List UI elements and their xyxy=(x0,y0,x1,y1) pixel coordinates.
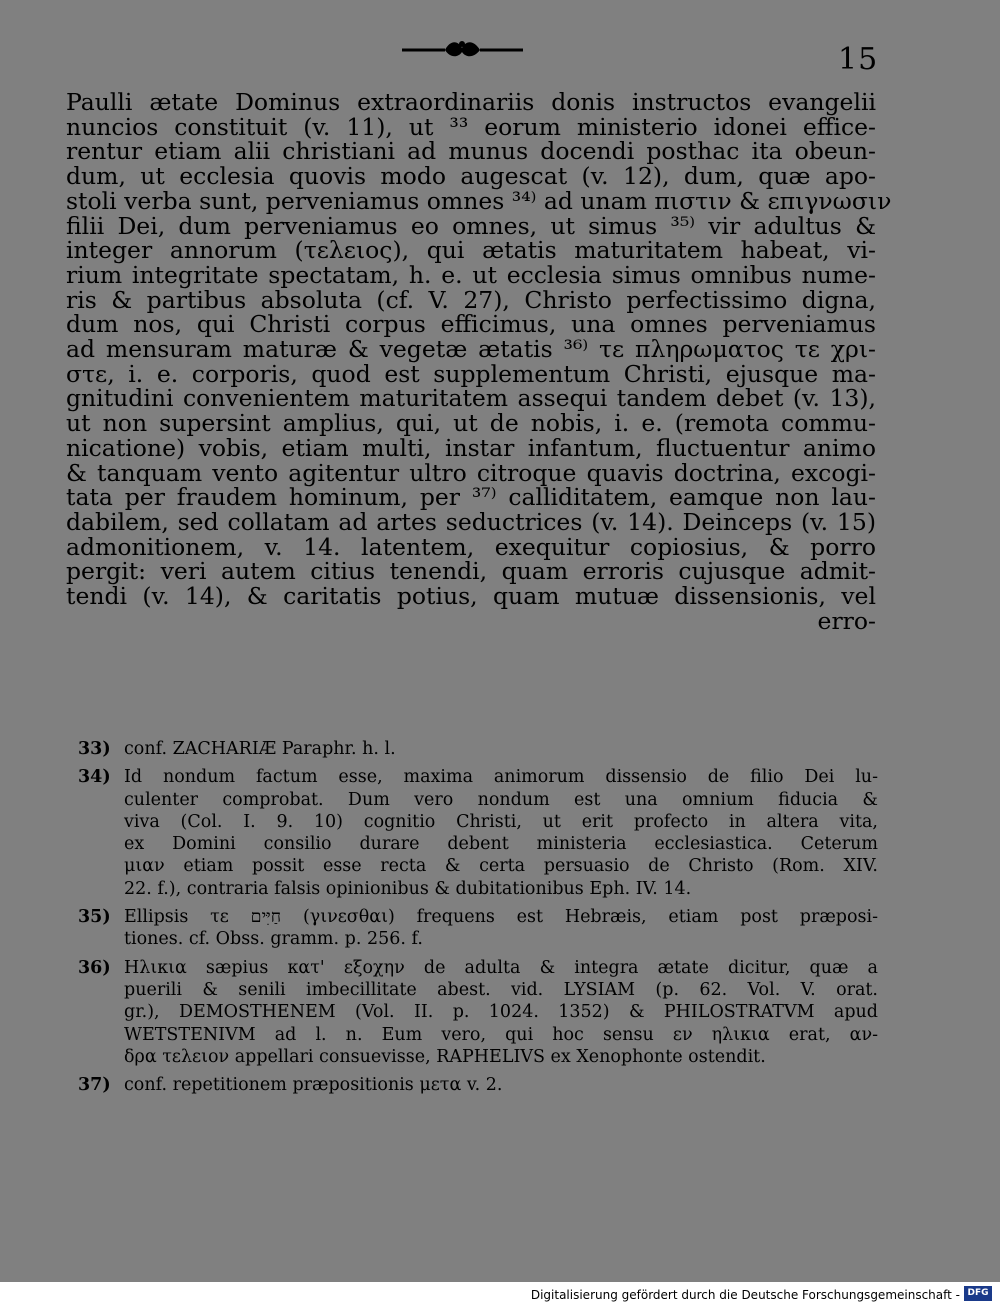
main-text xyxy=(66,88,892,635)
footnote-line: Ηλικια sæpius κατ' εξοχην de adulta & integra ætate dicitur, quæ a xyxy=(124,957,878,978)
footnote-number: 33) xyxy=(78,739,111,759)
text-line: Paulli ætate Dominus extraordinariis donis instructos evangelii xyxy=(66,88,876,116)
digitization-footer xyxy=(0,1282,1000,1306)
footnote xyxy=(78,957,878,1068)
text-line: gnitudini convenientem maturitatem assequi tandem debet (v. 13), xyxy=(66,384,876,413)
footer-credit-text: Digitalisierung gefördert durch die Deutsche Forschungsgemeinschaft - xyxy=(530,1288,960,1302)
footnote-line: δρα τελειον appellari consuevisse, RAPHELIVS ex Xenophonte ostendit. xyxy=(124,1046,766,1067)
printer-ornament-icon xyxy=(400,38,525,60)
footnote-line: conf. repetitionem præpositionis μετα v. 2. xyxy=(124,1075,503,1096)
text-line: tendi (v. 14), & caritatis potius, quam mutuæ dissensionis, vel xyxy=(66,582,876,611)
text-line: nicatione) vobis, etiam multi, instar infantum, fluctuentur animo xyxy=(66,433,876,462)
text-line: dabilem, sed collatam ad artes seductrices (v. 14). Deinceps (v. 15) xyxy=(66,507,876,536)
text-line: filii Dei, dum perveniamus eo omnes, ut simus ³⁵⁾ vir adultus & xyxy=(66,211,876,240)
footnote xyxy=(78,1074,878,1096)
footnote-text xyxy=(124,1074,878,1096)
footnotes xyxy=(78,738,878,1096)
text-line: rium integritate spectatam, h. e. ut ecclesia simus omnibus nume- xyxy=(66,260,876,289)
footnote-line: gr.), DEMOSTHENEM (Vol. II. p. 1024. 1352) & PHILOSTRATVM apud xyxy=(124,1002,878,1023)
dfg-logo: DFG xyxy=(964,1286,992,1301)
footnote-line: ex Domini consilio durare debent ministeria ecclesiastica. Ceterum xyxy=(124,834,878,855)
footnote-line: viva (Col. I. 9. 10) cognitio Christi, ut erit profecto in altera vita, xyxy=(124,811,878,832)
footnote-text xyxy=(124,766,878,900)
text-line: ris & partibus absoluta (cf. V. 27), Christo perfectissimo digna, xyxy=(66,285,876,314)
text-line: nuncios constituit (v. 11), ut ³³ eorum ministerio idonei effice- xyxy=(66,112,876,141)
footnote-text xyxy=(124,957,878,1068)
footnote-line: WETSTENIVM ad l. n. Eum vero, qui hoc sensu εν ηλικια erat, αν- xyxy=(124,1024,878,1045)
footnote-text xyxy=(124,906,878,951)
text-line: tata per fraudem hominum, per ³⁷⁾ calliditatem, eamque non lau- xyxy=(66,483,876,512)
text-line: rentur etiam alii christiani ad munus docendi posthac ita obeun- xyxy=(66,137,876,166)
text-line: & tanquam vento agitentur ultro citroque quavis doctrina, excogi- xyxy=(66,458,876,487)
text-line: pergit: veri autem citius tenendi, quam erroris cujusque admit- xyxy=(66,557,876,586)
footnote-number: 36) xyxy=(78,957,111,978)
text-line: ad mensuram maturæ & vegetæ ætatis ³⁶⁾ τε πληρωματος τε χρι- xyxy=(66,335,876,364)
text-line: dum nos, qui Christi corpus efficimus, una omnes perveniamus xyxy=(66,310,876,339)
page-number: 15 xyxy=(838,42,879,77)
footnote xyxy=(78,766,878,900)
footnote xyxy=(78,906,878,951)
text-line: integer annorum (τελειος), qui ætatis maturitatem habeat, vi- xyxy=(66,236,876,265)
footnote-line: Ellipsis τε חַיִּים (γινεσθαι) frequens est Hebræis, etiam post præposi- xyxy=(124,907,878,928)
footnote-line: μιαν etiam possit esse recta & certa persuasio de Christo (Rom. XIV. xyxy=(124,856,878,877)
footnote-line: 22. f.), contraria falsis opinionibus & dubitationibus Eph. IV. 14. xyxy=(124,878,692,899)
footnote-line: tiones. cf. Obss. gramm. p. 256. f. xyxy=(124,929,423,950)
text-line: erro- xyxy=(817,606,876,635)
footnote-text xyxy=(124,738,878,760)
text-line: stoli verba sunt, perveniamus omnes ³⁴⁾ ad unam πιστιν & επιγνωσιν xyxy=(66,186,892,215)
footnote-number: 34) xyxy=(78,767,111,788)
text-line: στε, i. e. corporis, quod est supplementum Christi, ejusque ma- xyxy=(66,359,876,388)
text-line: admonitionem, v. 14. latentem, exequitur copiosius, & porro xyxy=(66,532,876,561)
footnote-number: 35) xyxy=(78,907,111,928)
footnote xyxy=(78,738,878,760)
footnote-line: puerili & senili imbecillitate abest. vid. LYSIAM (p. 62. Vol. V. orat. xyxy=(124,979,878,1000)
text-line: dum, ut ecclesia quovis modo augescat (v. 12), dum, quæ apo- xyxy=(66,162,876,191)
footnote-line: conf. ZACHARIÆ Paraphr. h. l. xyxy=(124,739,396,759)
footnote-line: culenter comprobat. Dum vero nondum est una omnium fiducia & xyxy=(124,789,878,810)
footnote-line: Id nondum factum esse, maxima animorum dissensio de filio Dei lu- xyxy=(124,767,878,788)
text-line: ut non supersint amplius, qui, ut de nobis, i. e. (remota commu- xyxy=(66,409,876,438)
footnote-number: 37) xyxy=(78,1075,111,1096)
